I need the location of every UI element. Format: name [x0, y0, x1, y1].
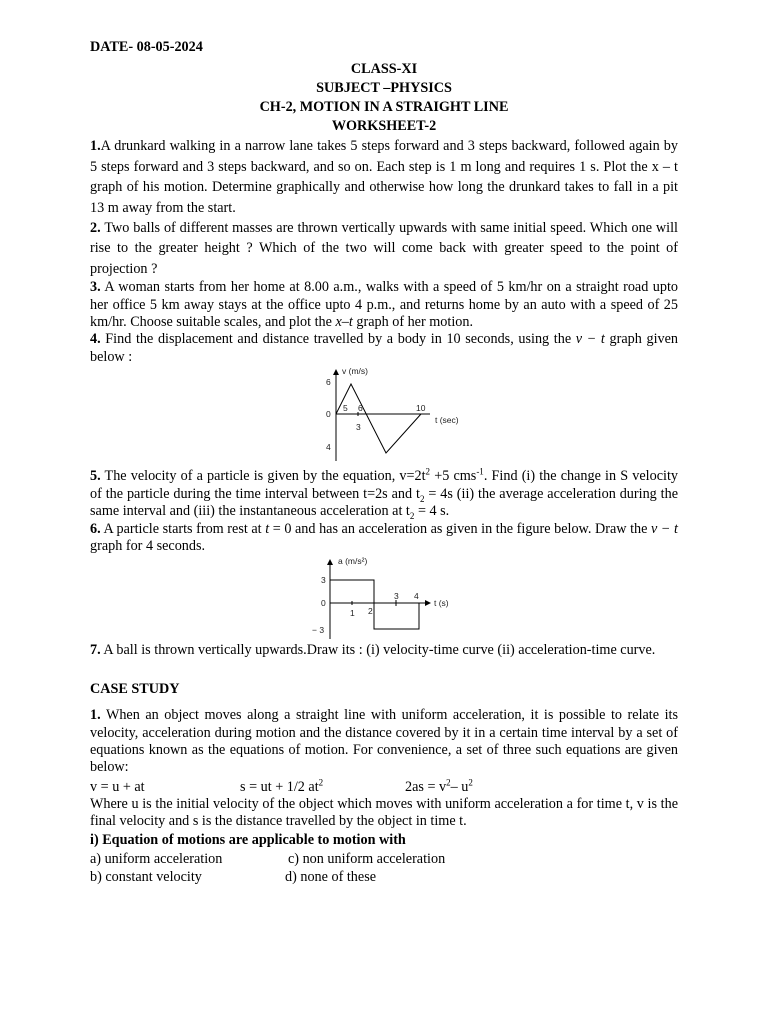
equations-row — [90, 777, 678, 796]
y-tick-label: 3 — [321, 575, 326, 586]
question-symbol: v − t — [575, 331, 605, 348]
question-6 — [90, 521, 678, 556]
y-tick-label: − 3 — [312, 625, 325, 636]
x-tick-label: 3 — [356, 422, 361, 433]
y-axis-arrow — [333, 369, 339, 375]
question-text: Two balls of different masses are thrown vertically upwards with same initial speed. Which one will rise to the greater height ? Which of the two will come back with greater speed to the point of projection ? — [90, 220, 679, 277]
question-text: . Find (i) the change in S velocity of the particle during the time interval between t=2s and t — [90, 468, 678, 502]
question-text: = 0 and has an acceleration as given in the figure below. Draw the — [269, 520, 652, 537]
question-text-end: graph given below : — [90, 331, 678, 365]
date-line: DATE- 08-05-2024 — [90, 39, 203, 55]
y-axis-arrow — [327, 559, 333, 565]
question-text: A ball is thrown vertically upwards.Draw its : (i) velocity-time curve (ii) acceleration-time curve. — [103, 642, 656, 659]
question-symbol: x–t — [335, 314, 353, 331]
options-row-1 — [90, 849, 678, 867]
velocity-time-graph — [90, 366, 678, 463]
case-study-passage — [90, 707, 678, 777]
x-axis-label: t (sec) — [435, 415, 459, 426]
question-text: A woman starts from her home at 8.00 a.m., walks with a speed of 5 km/hr on a straight road upto her office 5 km away stays at the office upto 4 p.m., and returns home by an auto with a speed of 25 km/hr. Choose suitable scales, and plot the — [90, 279, 678, 331]
question-number: 7. — [90, 642, 101, 659]
case-sub-question: i) Equation of motions are applicable to motion with — [90, 831, 406, 848]
question-text: +5 cms — [430, 468, 477, 485]
x-axis-label: t (s) — [434, 598, 449, 609]
superscript: 2 — [425, 466, 431, 477]
option-c: c) non uniform acceleration — [288, 850, 446, 867]
equation-2-text: s = ut + 1/2 at — [240, 778, 319, 795]
question-text: The velocity of a particle is given by the equation, v=2t — [104, 468, 426, 485]
acceleration-line — [330, 580, 419, 629]
x-tick-label: 6 — [358, 403, 363, 414]
question-number: 1. — [90, 138, 101, 155]
x-tick-label: 3 — [394, 591, 399, 602]
acceleration-time-figure — [90, 555, 678, 640]
options-row-2 — [90, 867, 678, 885]
question-number: 2. — [90, 220, 101, 237]
question-number: 6. — [90, 520, 101, 537]
velocity-line — [336, 384, 421, 453]
x-axis-arrow — [425, 600, 431, 606]
question-3 — [90, 279, 678, 331]
question-number: 4. — [90, 331, 101, 348]
question-number: 3. — [90, 279, 101, 296]
y-tick-label: 4 — [326, 442, 331, 453]
y-tick-label: 6 — [326, 377, 331, 388]
question-number: 5. — [90, 468, 101, 485]
x-tick-label: 5 — [343, 403, 348, 414]
acceleration-time-graph — [90, 555, 678, 640]
x-tick-label: 1 — [350, 608, 355, 619]
superscript: 2 — [318, 777, 324, 788]
subject-title: SUBJECT –PHYSICS — [316, 80, 452, 97]
y-axis-label: v (m/s) — [342, 366, 368, 377]
option-b: b) constant velocity — [90, 868, 202, 885]
chapter-title: CH-2, MOTION IN A STRAIGHT LINE — [259, 99, 509, 116]
passage-where: Where u is the initial velocity of the object which moves with uniform acceleration a for time t, v is the final velocity and s is the distance travelled by the object in time t. — [90, 795, 678, 830]
subscript: 2 — [409, 510, 415, 521]
worksheet-page — [90, 37, 678, 885]
question-text-end: graph of her motion. — [352, 314, 473, 331]
option-a: a) uniform acceleration — [90, 850, 223, 867]
y-axis-label: a (m/s²) — [338, 556, 368, 567]
question-5 — [90, 468, 678, 520]
x-tick-label: 10 — [416, 403, 426, 414]
x-tick-label: 2 — [368, 606, 373, 617]
x-tick-label: 4 — [414, 591, 419, 602]
y-tick-label: 0 — [326, 409, 331, 420]
worksheet-title: WORKSHEET-2 — [331, 118, 437, 135]
question-2 — [90, 218, 678, 279]
question-number: 1. — [90, 707, 101, 724]
question-text: A particle starts from rest at — [103, 520, 266, 537]
velocity-time-figure — [90, 366, 678, 463]
class-title: CLASS-XI — [350, 61, 418, 78]
passage-text: When an object moves along a straight line with uniform acceleration, it is possible to relate its velocity, acceleration during motion and the distance covered by it in a certain time interval by a set of equations known as the equations of motion. For convenience, a set of three such equations are given below: — [90, 707, 678, 776]
question-text-end: = 4 s. — [414, 503, 450, 520]
question-1 — [90, 136, 678, 218]
subscript: 2 — [419, 493, 425, 504]
equation-3-text: 2as = v — [405, 778, 447, 795]
equation-1: v = u + at — [90, 778, 145, 795]
question-text-end: graph for 4 seconds. — [90, 537, 206, 554]
question-text: A drunkard walking in a narrow lane takes 5 steps forward and 3 steps backward, followed again by 5 steps forward and 3 steps backward, and so on. Each step is 1 m long and requires 1 s. Plot the x – t graph of his motion. Determine graphically and otherwise how long the drunkard takes to fall in a pit 13 m away from the start. — [90, 138, 678, 216]
superscript: 2 — [446, 777, 451, 788]
question-symbol: v − t — [651, 520, 678, 537]
question-7 — [90, 642, 678, 659]
superscript: -1 — [476, 466, 484, 477]
option-d: d) none of these — [285, 868, 377, 885]
question-text: = 4s (ii) the average acceleration during the same interval and (iii) the instantaneous acceleration at t — [90, 485, 678, 520]
question-4 — [90, 331, 678, 366]
question-symbol: t — [265, 520, 270, 537]
equation-3-text: – u — [450, 778, 469, 795]
superscript: 2 — [468, 777, 473, 788]
case-study-heading: CASE STUDY — [90, 680, 180, 697]
equation-3 — [405, 777, 473, 797]
equation-2 — [240, 777, 323, 797]
question-text: Find the displacement and distance travelled by a body in 10 seconds, using the — [105, 331, 576, 348]
y-tick-label: 0 — [321, 598, 326, 609]
